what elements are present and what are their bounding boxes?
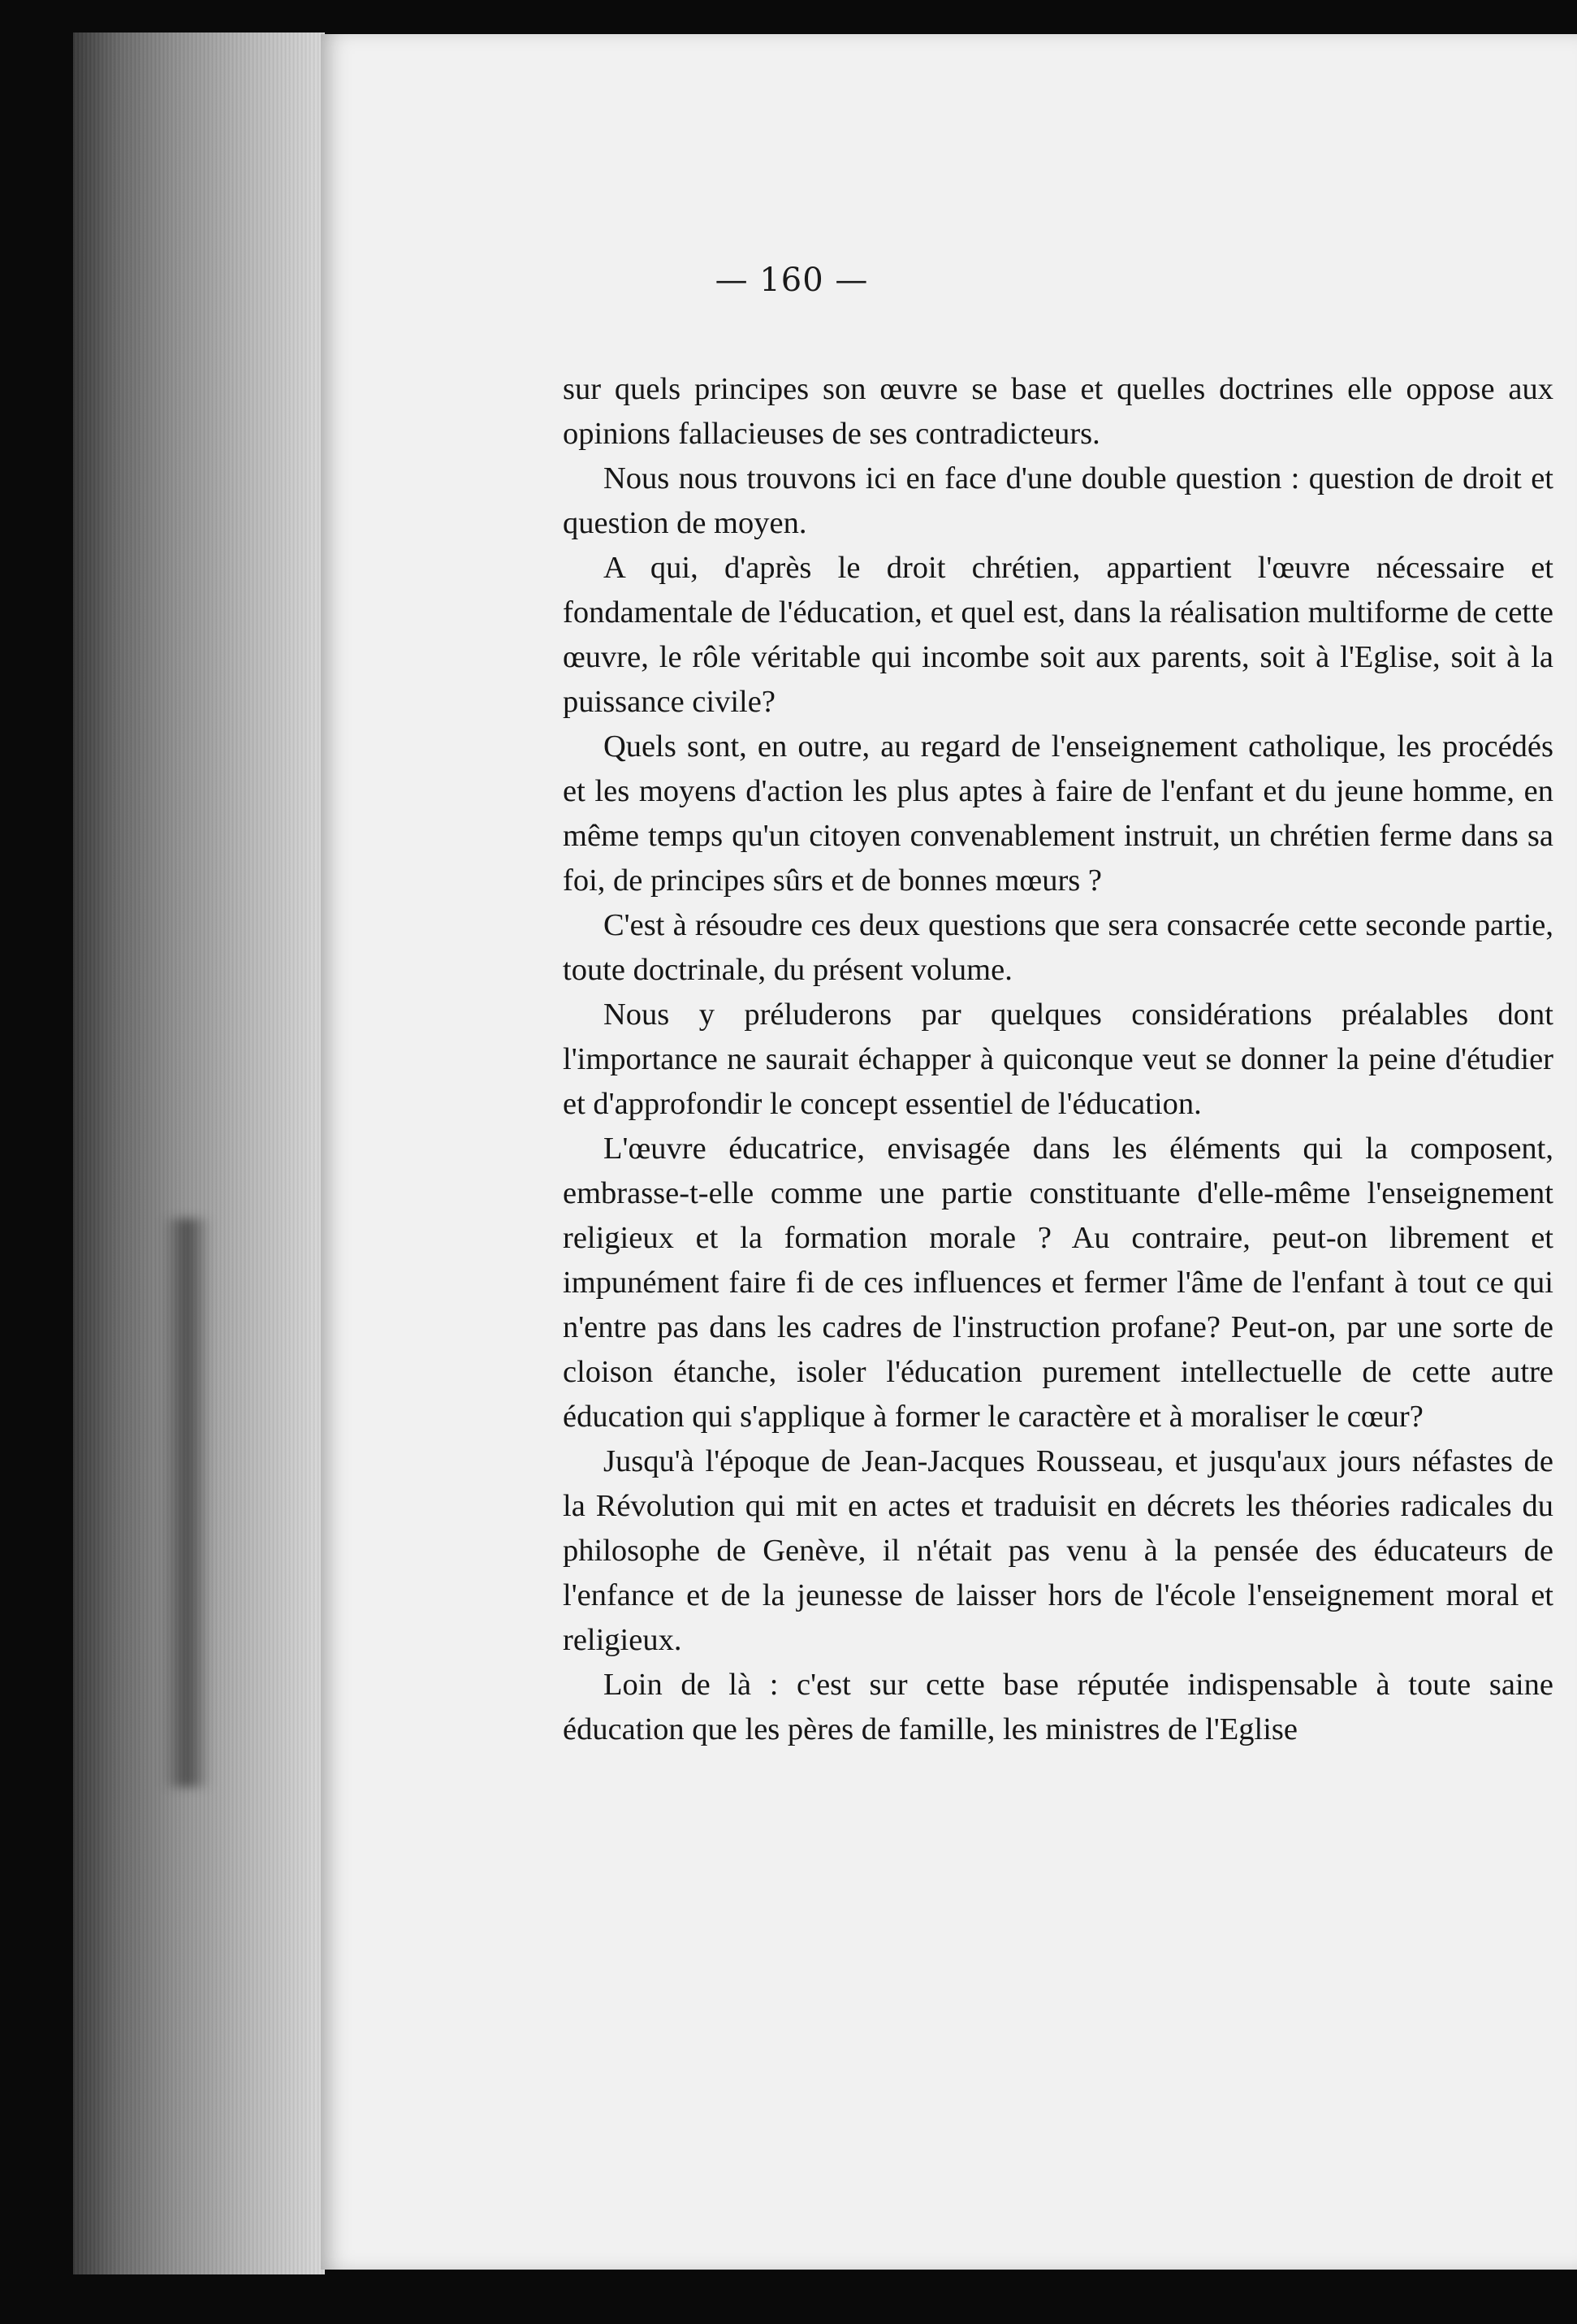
paragraph: Loin de là : c'est sur cette base réputée indispensable à toute saine éducation que les pères de famille, les ministres de l'Eglise	[563, 1668, 1553, 1746]
binding-shadow	[162, 1218, 211, 1787]
paragraph: Nous y préluderons par quelques considérations préalables dont l'importance ne saurait échapper à quiconque veut se donner la peine d'étudier et d'approfondir le concept essentiel de l'éducation.	[563, 998, 1553, 1121]
paragraph: C'est à résoudre ces deux questions que sera consacrée cette seconde partie, toute doctrinale, du présent volume.	[563, 908, 1553, 987]
book-binding-edge	[73, 32, 325, 2274]
paragraph: Nous nous trouvons ici en face d'une double question : question de droit et question de moyen.	[563, 461, 1553, 540]
paragraph: sur quels principes son œuvre se base et quelles doctrines elle oppose aux opinions fallacieuses de ses contradicteurs.	[563, 372, 1553, 451]
paragraph: A qui, d'après le droit chrétien, appartient l'œuvre nécessaire et fondamentale de l'éducation, et quel est, dans la réalisation multiforme de cette œuvre, le rôle véritable qui incombe soit aux parents, soit à l'Eglise, soit à la puissance civile?	[563, 551, 1553, 719]
book-page	[321, 34, 1577, 2270]
page-number: — 160 —	[715, 262, 869, 299]
paragraph: L'œuvre éducatrice, envisagée dans les éléments qui la composent, embrasse-t-elle comme une partie constituante d'elle-même l'enseignement religieux et la formation morale ? Au contraire, peut-on librement et impunément faire fi de ces influences et fermer l'âme de l'enfant à tout ce qui n'entre pas dans les cadres de l'instruction profane? Peut-on, par une sorte de cloison étanche, isoler l'éducation purement intellectuelle de cette autre éducation qui s'applique à former le caractère et à moraliser le cœur?	[563, 1132, 1553, 1434]
paragraph: Quels sont, en outre, au regard de l'enseignement catholique, les procédés et les moyens d'action les plus aptes à faire de l'enfant et du jeune homme, en même temps qu'un citoyen convenablement instruit, un chrétien ferme dans sa foi, de principes sûrs et de bonnes mœurs ?	[563, 729, 1553, 898]
paragraph: Jusqu'à l'époque de Jean-Jacques Rousseau, et jusqu'aux jours néfastes de la Révolution qui mit en actes et traduisit en décrets les théories radicales du philosophe de Genève, il n'était pas venu à la pensée des éducateurs de l'enfance et de la jeunesse de laisser hors de l'école l'enseignement moral et religieux.	[563, 1444, 1553, 1657]
body-text	[563, 367, 1553, 1752]
